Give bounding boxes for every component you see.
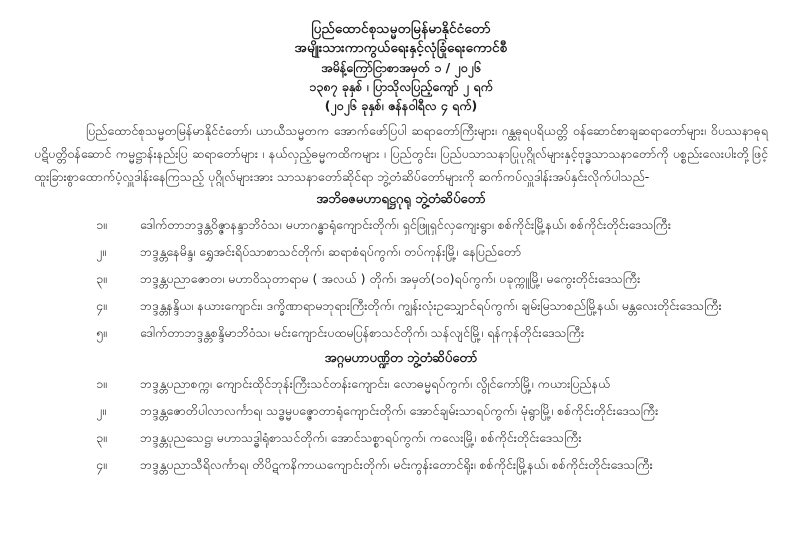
list-item — [34, 454, 768, 476]
item-text: ဘဒ္ဒန္တဇောတိပါလာလင်္ကာရ၊ သဒ္ဓမ္မပဇ္ဇောတာရုံကျောင်းတိုက်၊ အောင်ချမ်းသာရပ်ကွက်၊ မုံရွာမြို့၊ စစ်ကိုင်းတိုင်းဒေသကြီး — [140, 403, 659, 418]
item-text: ဘဒ္ဒန္တပညာသီရိလင်္ကာရ၊ တိပိဋကနိကာယကျောင်းတိုက်၊ မင်းကွန်းတောင်ရိုး၊ စစ်ကိုင်းမြို့နယ်၊ စစ်ကိုင်းတိုင်းဒေသကြီး — [140, 457, 653, 472]
item-text: ဒေါက်တာဘဒ္ဒန္တဝိဇ္ဇာနန္ဒာဘိဝံသ၊ မဟာဂန္ဓာရုံကျောင်းတိုက်၊ ရှင်ဖြူရှင်လှကျေးရွာ၊ စစ်ကိုင်းမြို့နယ်၊ စစ်ကိုင်းတိုင်းဒေသကြီး — [140, 217, 672, 232]
item-number: ၃။ — [96, 430, 107, 445]
item-text: ဘဒ္ဒန္တနန္ဒိယ၊ နယားကျောင်း၊ ဒက္ခိဏာရာမဘုရားကြီးတိုက်၊ ကျွန်းလုံးဥသျှောင်ရပ်ကွက်၊ ချမ်းမြသာစည်မြို့နယ်၊ မန္တလေးတိုင်းဒေသကြီး — [140, 298, 722, 313]
list-item — [34, 400, 768, 422]
section-1-title: အဘိဓဇမဟာရဋ္ဌဂုရု ဘွဲ့တံဆိပ်တော် — [316, 192, 486, 207]
gregorian-date: (၂၀၂၆ ခုနှစ်၊ ဇန်နဝါရီလ ၄ ရက်) — [324, 98, 478, 113]
item-number: ၂။ — [96, 403, 106, 418]
order-notification-number: အမိန့်ကြော်ငြာစာအမှတ် ၁ / ၂၀၂၆ — [321, 60, 481, 75]
item-number: ၂။ — [96, 244, 106, 259]
list-item — [34, 268, 768, 290]
item-number: ၅။ — [96, 325, 107, 340]
section-1-list — [34, 214, 768, 344]
item-number: ၄။ — [96, 298, 107, 313]
list-item — [34, 373, 768, 395]
list-item — [34, 214, 768, 236]
state-title: ပြည်ထောင်စုသမ္မတမြန်မာနိုင်ငံတော် — [311, 21, 491, 37]
list-item — [34, 322, 768, 344]
item-text: ဒေါက်တာဘဒ္ဒန္တစန္ဒိမာဘိဝံသ၊ မင်းကျောင်းပထမပြန်စာသင်တိုက်၊ သန်လျင်မြို့၊ ရန်ကုန်တိုင်းဒေသကြီး — [140, 325, 585, 340]
list-item — [34, 295, 768, 317]
item-number: ၁။ — [96, 376, 107, 391]
council-title: အမျိုးသားကာကွယ်ရေးနှင့်လုံခြုံရေးကောင်စီ — [294, 40, 508, 56]
section-2-list — [34, 373, 768, 476]
item-text: ဘဒ္ဒန္တပညာဇောတ၊ မဟာဝိသုတာရာမ ( အလယ် ) တိုက်၊ အမှတ်(၁၀)ရပ်ကွက်၊ ပခုက္ကူမြို့၊ မကွေးတိုင်းဒေသကြီး — [140, 271, 641, 286]
list-item — [34, 427, 768, 449]
myanmar-calendar-date: ၁၃၈၇ ခုနှစ် ၊ ပြာသိုလပြည့်ကျော် ၂ ရက် — [309, 79, 493, 94]
item-text: ဘဒ္ဒန္တနေမိန္ဒ၊ ရွှေအင်းရိပ်သာစာသင်တိုက်၊ ဆရာစံရပ်ကွက်၊ တပ်ကုန်းမြို့၊ နေပြည်တော် — [140, 244, 522, 259]
item-text: ဘဒ္ဒန္တပုညသေဋ္ဌ၊ မဟာသဒ္ဓါရုံစာသင်တိုက်၊ အောင်သစ္စာရပ်ကွက်၊ ကလေးမြို့၊ စစ်ကိုင်းတိုင်းဒေသကြီး — [140, 430, 582, 445]
item-number: ၃။ — [96, 271, 107, 286]
intro-paragraph: ပြည်ထောင်စုသမ္မတမြန်မာနိုင်ငံတော်၊ ယာယီသမ္မတက အောက်ဖော်ပြပါ ဆရာတော်ကြီးများ၊ ဂန္ထဓုရပရိယတ္တိ ဝန်ဆောင်စာချဆရာတော်များ၊ ဝိပဿနာဓုရပဋိပတ္တိဝန်ဆောင် ကမ္မဋ္ဌာန်းနည်းပြ ဆရာတော်များ ၊ နယ်လှည့်ဓမ္မကထိကများ ၊ ပြည်တွင်း၊ ပြည်ပသာသနာပြုပုဂ္ဂိုလ်များနှင့်ဗုဒ္ဓသာသနာတော်ကို ပစ္စည်းလေးပါးတို့ဖြင့် ထူးခြားစွာထောက်ပံ့လှူဒါန်းနေကြသည့် ပုဂ္ဂိုလ်များအား သာသနာတော်ဆိုင်ရာ ဘွဲ့တံဆိပ်တော်များကို ဆက်ကပ်လှူဒါန်းအပ်နှင်းလိုက်ပါသည်- — [34, 123, 768, 184]
item-number: ၁။ — [96, 217, 107, 232]
list-item — [34, 241, 768, 263]
document-header — [34, 20, 768, 115]
section-2-title: အဂ္ဂမဟာပဏ္ဍိတ ဘွဲ့တံဆိပ်တော် — [324, 351, 478, 366]
item-text: ဘဒ္ဒန္တပညာစက္က၊ ကျောင်းထိုင်ဘုန်းကြီးသင်တန်းကျောင်း၊ လောဓမ္မရပ်ကွက်၊ လွိုင်ကော်မြို့၊ ကယားပြည်နယ် — [140, 376, 611, 391]
item-number: ၄။ — [96, 457, 107, 472]
